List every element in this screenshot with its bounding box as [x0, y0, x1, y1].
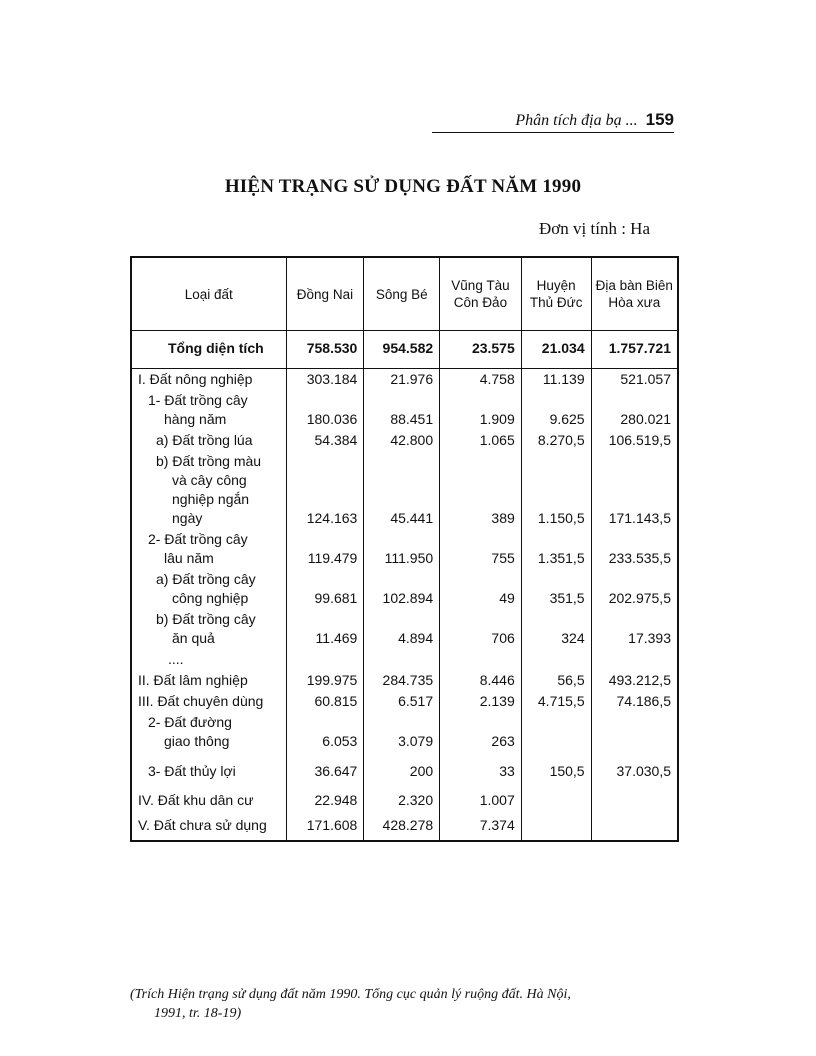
column-header: Sông Bé — [364, 257, 440, 331]
cell-bien-hoa: 202.975,5 — [591, 569, 678, 609]
row-label-line: ăn quả — [172, 630, 215, 646]
table-row — [131, 691, 678, 712]
row-label-line: nghiệp ngắn — [172, 491, 250, 507]
column-header: Địa bàn Biên Hòa xưa — [591, 257, 678, 331]
caption-line: 1991, tr. 18-19) — [154, 1006, 242, 1021]
cell-bien-hoa — [591, 790, 678, 811]
row-label — [131, 569, 286, 609]
column-header: Đồng Nai — [286, 257, 364, 331]
cell-vung-tau: 706 — [440, 609, 522, 649]
running-title: Phân tích địa bạ ... — [515, 112, 638, 129]
cell-song-be: 102.894 — [364, 569, 440, 609]
cell-bien-hoa: 17.393 — [591, 609, 678, 649]
cell-bien-hoa: 74.186,5 — [591, 691, 678, 712]
cell-bien-hoa: 493.212,5 — [591, 670, 678, 691]
table-row — [131, 712, 678, 752]
table-row — [131, 670, 678, 691]
row-label — [131, 712, 286, 752]
cell-dong-nai: 199.975 — [286, 670, 364, 691]
cell-dong-nai: 6.053 — [286, 712, 364, 752]
running-header — [432, 110, 674, 133]
cell-song-be: 88.451 — [364, 390, 440, 430]
table-row — [131, 752, 678, 790]
row-label: II. Đất lâm nghiệp — [131, 670, 286, 691]
cell-thu-duc: 21.034 — [521, 331, 591, 369]
row-label-line: hàng năm — [164, 411, 227, 427]
cell-thu-duc: 1.351,5 — [521, 529, 591, 569]
cell-song-be: 111.950 — [364, 529, 440, 569]
empty-cell — [591, 649, 678, 670]
cell-song-be: 3.079 — [364, 712, 440, 752]
cell-song-be: 200 — [364, 752, 440, 790]
cell-thu-duc — [521, 811, 591, 841]
cell-song-be: 6.517 — [364, 691, 440, 712]
cell-dong-nai: 99.681 — [286, 569, 364, 609]
row-label-line: lâu năm — [164, 550, 214, 566]
empty-cell — [286, 649, 364, 670]
cell-song-be: 42.800 — [364, 430, 440, 451]
row-label-line: 2- Đất đường — [148, 714, 232, 730]
row-label-line: giao thông — [164, 733, 230, 749]
table-row — [131, 451, 678, 529]
table-row — [131, 790, 678, 811]
cell-thu-duc: 11.139 — [521, 369, 591, 391]
row-label: 3- Đất thủy lợi — [131, 752, 286, 790]
cell-song-be: 428.278 — [364, 811, 440, 841]
row-label: .... — [131, 649, 286, 670]
table-row — [131, 529, 678, 569]
cell-dong-nai: 758.530 — [286, 331, 364, 369]
cell-song-be: 284.735 — [364, 670, 440, 691]
row-label-line: 1- Đất trồng cây — [148, 392, 248, 408]
cell-dong-nai: 180.036 — [286, 390, 364, 430]
empty-cell — [364, 649, 440, 670]
cell-dong-nai: 119.479 — [286, 529, 364, 569]
cell-vung-tau: 8.446 — [440, 670, 522, 691]
unit-label: Đơn vị tính : Ha — [539, 219, 650, 238]
table-row — [131, 811, 678, 841]
row-label: IV. Đất khu dân cư — [131, 790, 286, 811]
cell-dong-nai: 124.163 — [286, 451, 364, 529]
page-number: 159 — [645, 110, 674, 129]
row-label-line: a) Đất trồng cây — [156, 571, 256, 587]
table-row — [131, 369, 678, 391]
cell-song-be: 954.582 — [364, 331, 440, 369]
cell-vung-tau: 263 — [440, 712, 522, 752]
cell-thu-duc: 324 — [521, 609, 591, 649]
cell-thu-duc: 351,5 — [521, 569, 591, 609]
table-row — [131, 430, 678, 451]
table-header-row — [131, 257, 678, 331]
cell-vung-tau: 1.065 — [440, 430, 522, 451]
column-header: Huyện Thủ Đức — [521, 257, 591, 331]
row-label: III. Đất chuyên dùng — [131, 691, 286, 712]
cell-bien-hoa — [591, 712, 678, 752]
cell-dong-nai: 303.184 — [286, 369, 364, 391]
caption-line: (Trích Hiện trạng sử dụng đất năm 1990. Tổng cục quản lý ruộng đất. Hà Nội, — [130, 987, 571, 1002]
cell-bien-hoa: 280.021 — [591, 390, 678, 430]
cell-bien-hoa: 171.143,5 — [591, 451, 678, 529]
cell-song-be: 45.441 — [364, 451, 440, 529]
table-row — [131, 390, 678, 430]
row-label: I. Đất nông nghiệp — [131, 369, 286, 391]
row-label-line: ngày — [172, 510, 203, 526]
cell-thu-duc: 1.150,5 — [521, 451, 591, 529]
cell-dong-nai: 171.608 — [286, 811, 364, 841]
cell-dong-nai: 11.469 — [286, 609, 364, 649]
cell-dong-nai: 54.384 — [286, 430, 364, 451]
row-label: Tổng diện tích — [131, 331, 286, 369]
cell-dong-nai: 60.815 — [286, 691, 364, 712]
row-label: V. Đất chưa sử dụng — [131, 811, 286, 841]
cell-vung-tau: 2.139 — [440, 691, 522, 712]
cell-bien-hoa — [591, 811, 678, 841]
table-row — [131, 649, 678, 670]
column-header: Vũng Tàu Côn Đảo — [440, 257, 522, 331]
cell-bien-hoa: 521.057 — [591, 369, 678, 391]
cell-bien-hoa: 37.030,5 — [591, 752, 678, 790]
cell-vung-tau: 1.007 — [440, 790, 522, 811]
cell-dong-nai: 36.647 — [286, 752, 364, 790]
cell-thu-duc — [521, 790, 591, 811]
cell-thu-duc: 9.625 — [521, 390, 591, 430]
table-row — [131, 609, 678, 649]
row-label — [131, 609, 286, 649]
cell-vung-tau: 7.374 — [440, 811, 522, 841]
cell-thu-duc: 150,5 — [521, 752, 591, 790]
cell-bien-hoa: 233.535,5 — [591, 529, 678, 569]
row-label-line: 2- Đất trồng cây — [148, 531, 248, 547]
cell-song-be: 21.976 — [364, 369, 440, 391]
source-caption — [130, 985, 690, 1023]
empty-cell — [521, 649, 591, 670]
cell-vung-tau: 4.758 — [440, 369, 522, 391]
row-label — [131, 390, 286, 430]
row-label-line: và cây công — [172, 472, 247, 488]
cell-song-be: 2.320 — [364, 790, 440, 811]
cell-thu-duc — [521, 712, 591, 752]
empty-cell — [440, 649, 522, 670]
row-label: a) Đất trồng lúa — [131, 430, 286, 451]
cell-vung-tau: 1.909 — [440, 390, 522, 430]
table-row — [131, 331, 678, 369]
cell-bien-hoa: 106.519,5 — [591, 430, 678, 451]
cell-bien-hoa: 1.757.721 — [591, 331, 678, 369]
row-label — [131, 529, 286, 569]
cell-vung-tau: 389 — [440, 451, 522, 529]
cell-vung-tau: 755 — [440, 529, 522, 569]
row-label-line: công nghiệp — [172, 590, 249, 606]
column-header: Loại đất — [131, 257, 286, 331]
cell-dong-nai: 22.948 — [286, 790, 364, 811]
cell-thu-duc: 4.715,5 — [521, 691, 591, 712]
cell-vung-tau: 23.575 — [440, 331, 522, 369]
cell-vung-tau: 49 — [440, 569, 522, 609]
cell-thu-duc: 56,5 — [521, 670, 591, 691]
cell-vung-tau: 33 — [440, 752, 522, 790]
row-label-line: b) Đất trồng cây — [156, 611, 256, 627]
land-use-table — [130, 256, 679, 842]
table-row — [131, 569, 678, 609]
row-label-line: b) Đất trồng màu — [156, 453, 262, 469]
cell-song-be: 4.894 — [364, 609, 440, 649]
row-label — [131, 451, 286, 529]
cell-thu-duc: 8.270,5 — [521, 430, 591, 451]
page-title: HIỆN TRẠNG SỬ DỤNG ĐẤT NĂM 1990 — [224, 176, 582, 197]
